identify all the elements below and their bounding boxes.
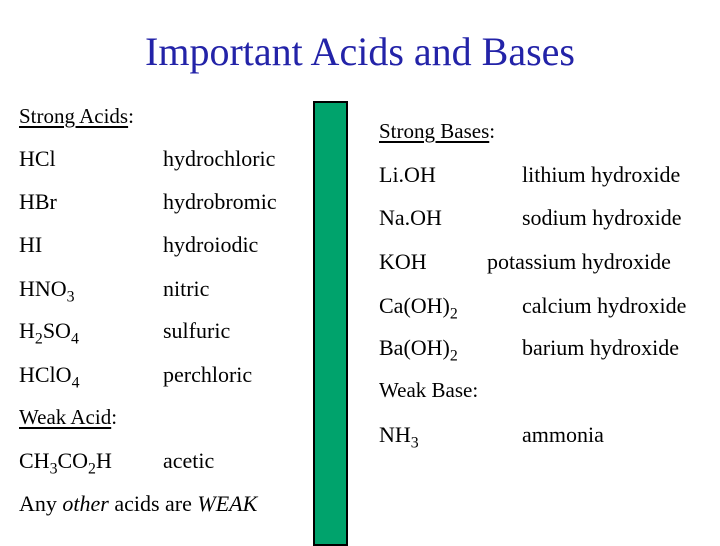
strong-bases-heading-text: Strong Bases [379, 119, 490, 143]
acid-name-h2so4: sulfuric [163, 318, 231, 343]
base-name-koh: potassium hydroxide [487, 249, 671, 274]
formula-part: NH [379, 422, 411, 447]
formula-subscript: 2 [34, 330, 43, 348]
strong-acids-heading-colon: : [128, 104, 134, 128]
strong-acids-heading-text: Strong Acids [19, 104, 129, 128]
base-formula-lioh [379, 164, 436, 186]
formula-subscript: 2 [88, 460, 96, 478]
weak-acid-heading [19, 407, 117, 428]
strong-bases-heading-colon: : [489, 119, 496, 143]
weak-base-name: ammonia [522, 422, 604, 447]
formula-part: HNO [19, 276, 67, 301]
formula-subscript: 2 [449, 347, 458, 365]
footer-emphasis: other [62, 491, 109, 516]
acid-name-hbr: hydrobromic [163, 189, 277, 214]
weak-base-heading: Weak Base: [379, 378, 479, 402]
formula-part: Ba(OH) [379, 335, 450, 360]
base-formula-caoh2 [379, 293, 458, 323]
column-divider [313, 101, 348, 546]
footer-text: Any [19, 491, 63, 516]
weak-acid-heading-text: Weak Acid [19, 405, 112, 429]
formula-part: HClO [19, 362, 72, 387]
acid-formula-hcl [19, 148, 56, 170]
formula-part: HCl [19, 146, 56, 171]
acid-formula-hno3 [19, 276, 75, 306]
footer-emphasis: WEAK [197, 491, 258, 516]
formula-subscript: 4 [70, 330, 79, 348]
weak-acids-footer [19, 493, 257, 515]
formula-part: H [19, 318, 35, 343]
formula-part: H [95, 448, 112, 473]
acid-name-hcl: hydrochloric [163, 146, 276, 171]
weak-base-formula [379, 422, 419, 452]
formula-part: HI [19, 232, 43, 257]
acid-name-hi: hydroiodic [163, 232, 259, 257]
formula-part: Ca(OH) [379, 293, 450, 318]
base-formula-naoh [379, 207, 442, 229]
page-title: Important Acids and Bases [145, 29, 575, 74]
strong-bases-heading [379, 121, 495, 142]
formula-subscript: 2 [449, 305, 458, 323]
formula-subscript: 3 [66, 288, 75, 306]
base-name-lioh: lithium hydroxide [522, 162, 681, 187]
formula-part: Li.OH [379, 162, 436, 187]
formula-part: Na.OH [379, 205, 442, 230]
acid-formula-hi [19, 234, 42, 256]
formula-part: SO [42, 318, 71, 343]
formula-part: HBr [19, 189, 57, 214]
weak-acid-name: acetic [163, 448, 215, 473]
base-formula-koh [379, 251, 427, 273]
acid-name-hclo4: perchloric [163, 362, 253, 387]
weak-acid-heading-colon: : [111, 405, 118, 429]
footer-text: acids are [108, 491, 198, 516]
acid-formula-hclo4 [19, 362, 80, 392]
acid-name-hno3: nitric [163, 276, 210, 301]
strong-acids-heading [19, 106, 134, 127]
acid-formula-h2so4 [19, 318, 79, 348]
formula-subscript: 4 [71, 374, 80, 392]
base-name-naoh: sodium hydroxide [522, 205, 682, 230]
weak-acid-formula [19, 448, 112, 478]
formula-part: KOH [379, 249, 427, 274]
formula-subscript: 3 [410, 434, 419, 452]
formula-part: CO [57, 448, 89, 473]
base-name-baoh2: barium hydroxide [522, 335, 680, 360]
acid-formula-hbr [19, 191, 57, 213]
formula-subscript: 3 [49, 460, 58, 478]
base-name-caoh2: calcium hydroxide [522, 293, 687, 318]
formula-part: CH [19, 448, 50, 473]
base-formula-baoh2 [379, 335, 458, 365]
